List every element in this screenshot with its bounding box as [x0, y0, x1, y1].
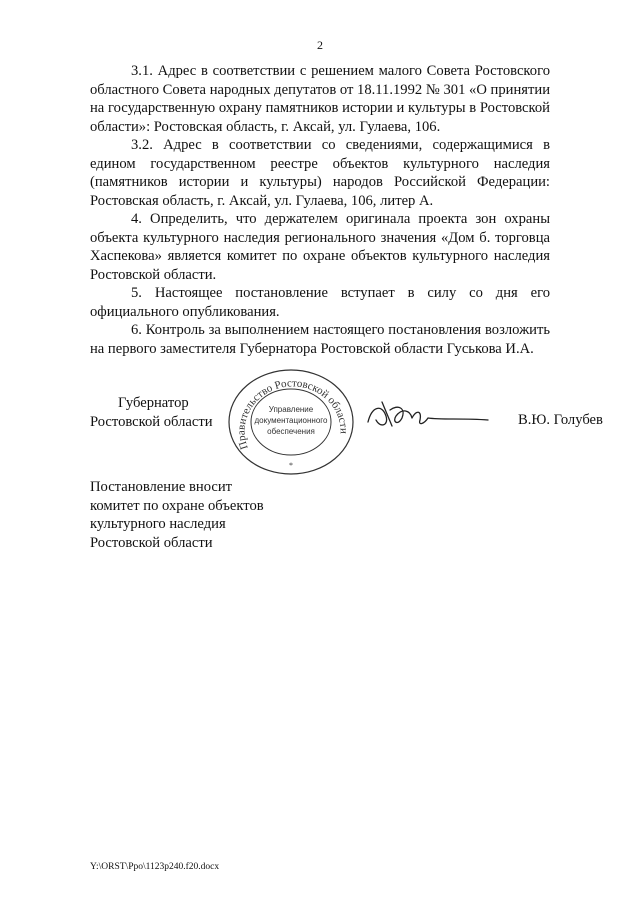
signatory-title-line2: Ростовской области	[90, 413, 213, 430]
initiator-line-2: комитет по охране объектов	[90, 497, 264, 514]
signatory-name: В.Ю. Голубев	[518, 412, 603, 428]
seal-outer-text: Правительство Ростовской области	[235, 377, 350, 451]
signatory-title-line1: Губернатор	[118, 395, 189, 411]
paragraph-4: 4. Определить, что держателем оригинала проекта зон охраны объекта культурного наследия регионального значения «Дом б. торговца Хаспекова» является комитет по охране объектов культурного наследия Ростовской области.	[90, 211, 550, 283]
initiator-line-1: Постановление вносит	[90, 479, 233, 495]
svg-text:Правительство Ростовской облас	[236, 377, 350, 451]
seal-star: *	[289, 461, 293, 470]
signatory-title	[90, 394, 213, 431]
seal-inner-line1: Управление	[268, 405, 314, 414]
footer-file-path: Y:\ORST\Ppo\1123p240.f20.docx	[90, 862, 220, 872]
document-body	[90, 62, 550, 358]
initiator-line-4: Ростовской области	[90, 534, 213, 551]
official-seal-stamp	[226, 368, 356, 476]
handwritten-signature	[362, 396, 494, 436]
seal-inner-line2: документационного	[254, 416, 328, 425]
paragraph-3-1: 3.1. Адрес в соответствии с решением малого Совета Ростовского областного Совета народных депутатов от 18.11.1992 № 301 «О принятии на государственную охрану памятников истории и культуры в Ростовской области»: Ростовская область, г. Аксай, ул. Гулаева, 106.	[90, 63, 550, 135]
paragraph-6: 6. Контроль за выполнением настоящего постановления возложить на первого заместителя Губернатора Ростовской области Гуськова И.А.	[90, 322, 550, 357]
page-number: 2	[317, 38, 323, 52]
seal-inner-line3: обеспечения	[267, 427, 315, 436]
paragraph-3-2: 3.2. Адрес в соответствии со сведениями, содержащимися в едином государственном реестре объектов культурного наследия (памятников истории и культуры) народов Российской Федерации: Ростовская область, г. Аксай, ул. Гулаева, 106, литер А.	[90, 137, 550, 209]
initiator-block	[90, 478, 264, 552]
paragraph-5: 5. Настоящее постановление вступает в силу со дня его официального опубликования.	[90, 285, 550, 320]
initiator-line-3: культурного наследия	[90, 516, 226, 532]
